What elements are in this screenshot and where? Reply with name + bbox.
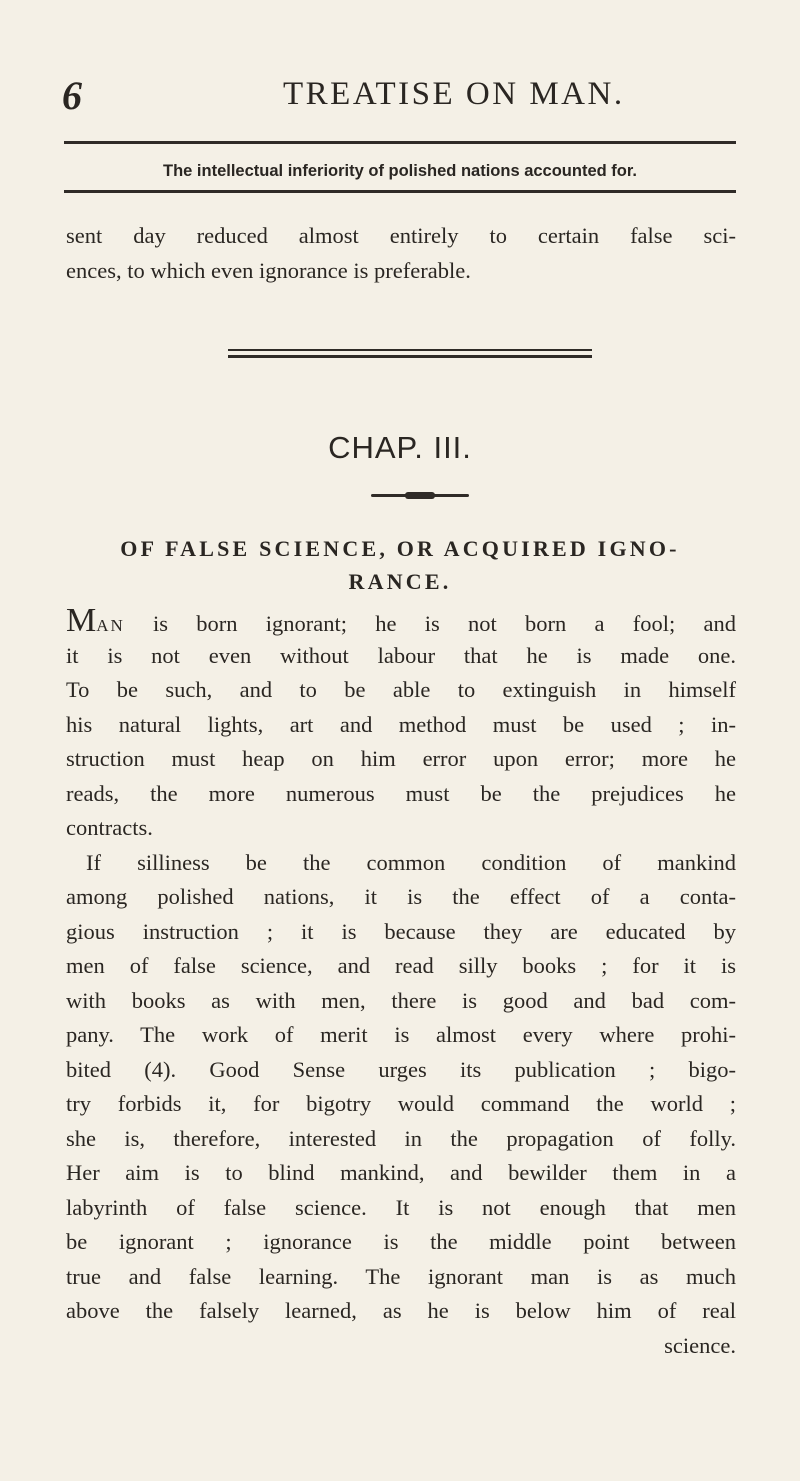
chapter-subtitle-line: RANCE.	[348, 569, 452, 594]
header-rule-top	[64, 141, 736, 144]
text-line: contracts.	[66, 815, 153, 840]
text-line: men of false science, and read silly books ; for it is	[66, 953, 736, 978]
catchword: science.	[664, 1332, 736, 1358]
text-line: gious instruction ; it is because they are educated by	[66, 918, 736, 944]
text-run: is born ignorant; he is not born a fool; and	[124, 611, 736, 636]
text-line: Her aim is to blind mankind, and bewilder them in a	[66, 1160, 736, 1185]
header-rule-bottom	[64, 190, 736, 193]
running-title: TREATISE ON MAN.	[283, 76, 625, 112]
chapter-body	[66, 604, 736, 1363]
text-line: sent day reduced almost entirely to certain false sci-	[66, 223, 736, 248]
divider-line	[228, 349, 592, 351]
intro-text	[66, 219, 736, 288]
text-line: his natural lights, art and method must be used ; in-	[66, 711, 736, 737]
text-line: be ignorant ; ignorance is the middle point between	[66, 1229, 736, 1254]
text-line: reads, the more numerous must be the prejudices he	[66, 780, 736, 806]
text-line: she is, therefore, interested in the propagation of folly.	[66, 1125, 736, 1151]
text-line: struction must heap on him error upon error; more he	[66, 746, 736, 771]
text-line: it is not even without labour that he is made one.	[66, 642, 736, 668]
text-line: above the falsely learned, as he is below him of real	[66, 1298, 736, 1323]
page-number: 6	[62, 73, 82, 118]
text-line: true and false learning. The ignorant man is as much	[66, 1263, 736, 1289]
running-head	[0, 72, 800, 122]
chapter-ornament-center	[405, 492, 435, 499]
text-line: pany. The work of merit is almost every where prohi-	[66, 1022, 736, 1047]
chapter-subtitle-line: OF FALSE SCIENCE, OR ACQUIRED IGNO-	[120, 536, 680, 561]
marginal-subhead: The intellectual inferiority of polished nations accounted for.	[163, 162, 637, 180]
text-line: with books as with men, there is good and bad com-	[66, 987, 736, 1013]
divider-line	[228, 355, 592, 358]
text-line: bited (4). Good Sense urges its publication ; bigo-	[66, 1056, 736, 1082]
text-line: among polished nations, it is the effect of a conta-	[66, 884, 736, 909]
text-line: If silliness be the common condition of mankind	[86, 849, 736, 875]
text-line: ences, to which even ignorance is preferable.	[66, 257, 471, 283]
dropcap: M	[66, 602, 97, 639]
text-line: try forbids it, for bigotry would command the world ;	[66, 1091, 736, 1116]
text-line: To be such, and to be able to extinguish in himself	[66, 677, 736, 702]
text-line: labyrinth of false science. It is not enough that men	[66, 1194, 736, 1220]
smallcaps-word: AN	[96, 616, 125, 635]
chapter-title: CHAP. III.	[328, 430, 472, 465]
paragraph-first-line	[66, 604, 736, 639]
